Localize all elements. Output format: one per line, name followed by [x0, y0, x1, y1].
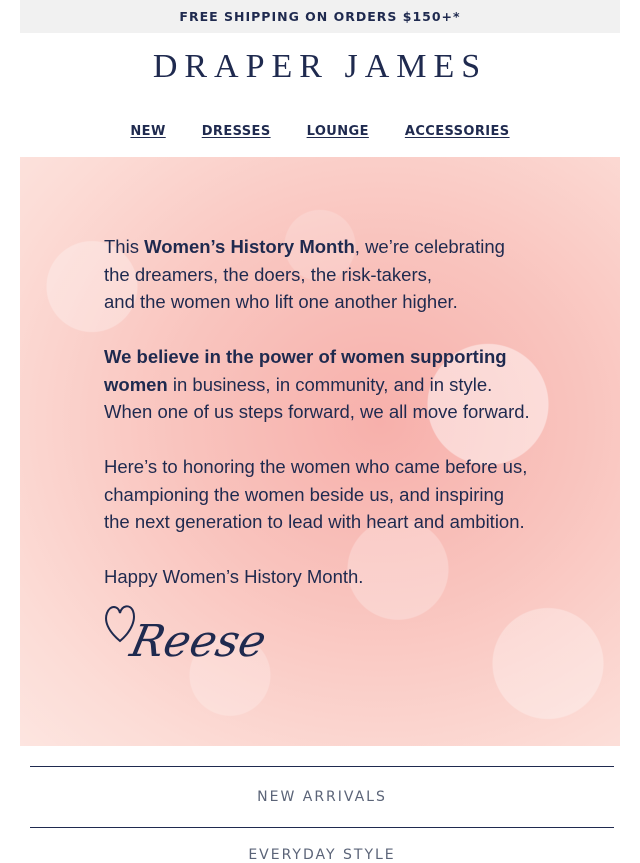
hero-line: and the women who lift one another higher.	[104, 291, 458, 312]
hero-highlight: women	[104, 373, 168, 395]
promo-text: FREE SHIPPING ON ORDERS $150+*	[179, 9, 461, 24]
promo-banner[interactable]	[20, 0, 620, 33]
hero-text-segment: in business, in community, and in style.	[167, 373, 493, 395]
hero-paragraph-3	[104, 453, 574, 536]
hero-text-segment: This	[104, 236, 145, 257]
hero-line: the next generation to lead with heart and ambition.	[104, 511, 525, 532]
hero-line: Happy Women’s History Month.	[104, 566, 364, 587]
hero-line: When one of us steps forward, we all move forward.	[104, 401, 530, 422]
signature	[102, 601, 272, 671]
nav-item-new[interactable]: NEW	[130, 124, 166, 139]
divider	[30, 827, 614, 828]
nav-item-accessories[interactable]: ACCESSORIES	[404, 124, 510, 139]
hero-banner[interactable]	[20, 157, 620, 746]
hero-text-segment: , we’re celebrating	[354, 236, 505, 257]
brand-logo[interactable]: DRAPER JAMES	[152, 48, 488, 85]
hero-paragraph-1	[104, 233, 574, 316]
divider	[30, 766, 614, 767]
hero-line	[104, 233, 574, 261]
hero-line: championing the women beside us, and inspiring	[104, 483, 505, 505]
hero-message	[104, 233, 574, 618]
signature-name: Reese	[125, 616, 271, 667]
hero-line	[104, 343, 574, 371]
hero-line: the dreamers, the doers, the risk-takers,	[104, 263, 432, 285]
hero-paragraph-2	[104, 343, 574, 426]
main-nav	[0, 124, 640, 139]
hero-paragraph-4	[104, 563, 574, 591]
footer-link-new-arrivals[interactable]: NEW ARRIVALS	[257, 789, 387, 805]
hero-line: Here’s to honoring the women who came before us,	[104, 456, 528, 477]
nav-item-lounge[interactable]: LOUNGE	[306, 124, 369, 139]
signature-graphic	[102, 601, 272, 671]
heart-icon	[106, 606, 134, 641]
hero-highlight: Women’s History Month	[144, 236, 355, 257]
hero-highlight: We believe in the power of women supporting	[104, 346, 507, 367]
footer-link-everyday-style[interactable]: EVERYDAY STYLE	[248, 847, 396, 863]
hero-line	[104, 371, 574, 399]
nav-item-dresses[interactable]: DRESSES	[201, 124, 271, 139]
